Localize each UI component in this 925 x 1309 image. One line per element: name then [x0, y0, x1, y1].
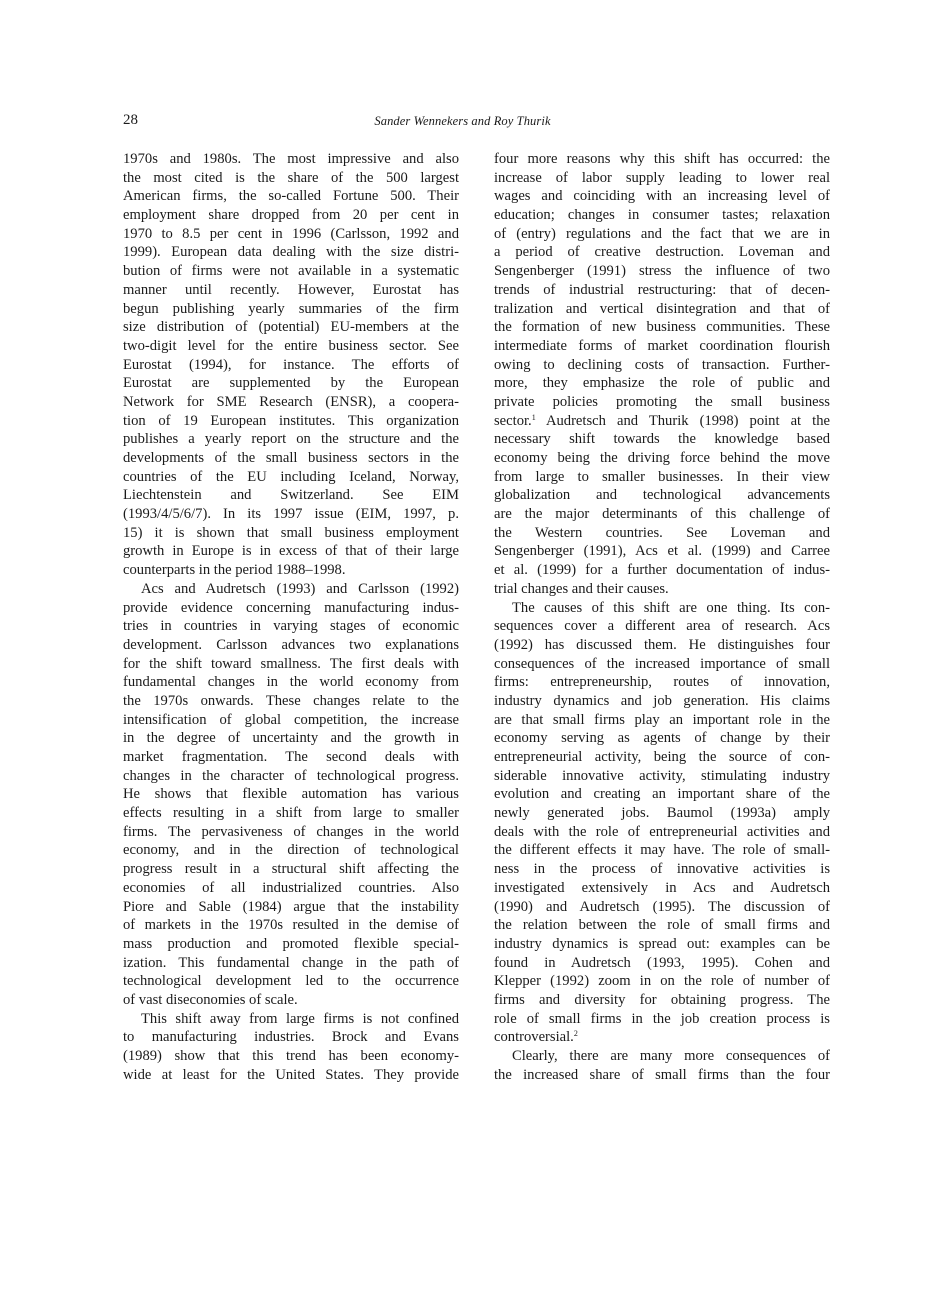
text-line: Sengenberger (1991) stress the influence of two	[494, 263, 830, 280]
text-line: the 1970s onwards. These changes relate to the	[123, 692, 459, 709]
text-line: industry dynamics and job generation. His claims	[494, 692, 830, 709]
text-line: private policies promoting the small business	[494, 393, 830, 410]
text-line: This shift away from large firms is not confined	[141, 1010, 459, 1027]
text-line: the Western countries. See Loveman and	[494, 524, 830, 541]
text-line: (1993/4/5/6/7). In its 1997 issue (EIM, 1997, p.	[123, 506, 459, 523]
text-line: of vast diseconomies of scale.	[123, 991, 298, 1008]
text-line: deals with the role of entrepreneurial activities and	[494, 823, 830, 840]
footnote-marker[interactable]: 1	[531, 412, 536, 422]
text-line: to manufacturing industries. Brock and Evans	[123, 1029, 459, 1046]
text-line: the relation between the role of small firms and	[494, 917, 830, 934]
text-line: manner until recently. However, Eurostat has	[123, 281, 459, 298]
text-line	[494, 1028, 830, 1047]
text-line: Eurostat are supplemented by the European	[123, 375, 459, 392]
text-line: education; changes in consumer tastes; relaxation	[494, 207, 830, 224]
text-segment: sector.	[494, 412, 532, 429]
text-line: sequences cover a different area of research. Acs	[494, 618, 830, 635]
text-line: market fragmentation. The second deals with	[123, 749, 459, 765]
text-line: Eurostat (1994), for instance. The efforts of	[123, 356, 459, 373]
text-line: employment share dropped from 20 per cent in	[123, 207, 459, 224]
text-line: developments of the small business sectors in the	[123, 450, 459, 466]
text-line: consequences of the increased importance of small	[494, 655, 830, 672]
text-line: tion of 19 European institutes. This organization	[123, 412, 459, 429]
text-line: changes in the character of technological progress.	[123, 767, 459, 784]
text-line: (1989) show that this trend has been economy-	[123, 1048, 459, 1064]
text-line: four more reasons why this shift has occurred: the	[494, 151, 830, 167]
text-line: a period of creative destruction. Loveman and	[494, 244, 830, 261]
page-number: 28	[123, 112, 138, 128]
text-line: industry dynamics is spread out: examples can be	[494, 935, 830, 952]
text-line: American firms, the so-called Fortune 500. Their	[123, 188, 459, 205]
text-line: necessary shift towards the knowledge based	[494, 431, 830, 448]
text-line: investigated extensively in Acs and Audretsch	[494, 879, 830, 896]
text-line: Liechtenstein and Switzerland. See EIM	[123, 487, 459, 504]
body-column-right	[494, 150, 830, 1084]
text-line: firms and diversity for obtaining progress. The	[494, 991, 830, 1008]
text-line: are that small firms play an important role in the	[494, 711, 830, 728]
text-line: intermediate forms of market coordination flourish	[494, 337, 830, 354]
text-line: economy serving as agents of change by their	[494, 730, 830, 747]
text-line: provide evidence concerning manufacturing indus-	[123, 599, 459, 616]
text-line: size distribution of (potential) EU-members at the	[123, 319, 459, 336]
text-line: Sengenberger (1991), Acs et al. (1999) and Carree	[494, 543, 830, 560]
text-segment: Audretsch and Thurik (1998) point at the	[535, 412, 830, 429]
text-line: economy being the driving force behind the move	[494, 450, 830, 466]
text-line: Clearly, there are many more consequences of	[512, 1048, 830, 1064]
text-line: for the shift toward smallness. The first deals with	[123, 655, 459, 672]
text-line: evolution and creating an important share of the	[494, 786, 830, 803]
text-line: trends of industrial restructuring: that of decen-	[494, 281, 830, 298]
text-line: owing to declining costs of transaction. Further-	[494, 356, 830, 373]
text-line: The causes of this shift are one thing. Its con-	[512, 599, 830, 616]
text-line: from large to smaller businesses. In their view	[494, 468, 830, 485]
text-line: wages and coinciding with an increasing level of	[494, 188, 830, 205]
text-line: economy, and in the direction of technological	[123, 842, 459, 859]
running-head-authors: Sander Wennekers and Roy Thurik	[374, 114, 551, 128]
text-line: globalization and technological advancements	[494, 487, 830, 504]
text-line: are the major determinants of this challenge of	[494, 506, 830, 523]
text-line: technological development led to the occurrence	[123, 973, 459, 990]
text-line: in the degree of uncertainty and the growth in	[123, 730, 459, 747]
text-line: progress result in a structural shift affecting the	[123, 861, 459, 878]
text-line: economies of all industrialized countries. Also	[123, 879, 459, 896]
text-line: et al. (1999) for a further documentation of indus-	[494, 562, 830, 579]
text-line: growth in Europe is in excess of that of their large	[123, 543, 459, 560]
text-line: 1970 to 8.5 per cent in 1996 (Carlsson, 1992 and	[123, 225, 459, 242]
text-line: intensification of global competition, the increase	[123, 711, 459, 728]
text-line: 1999). European data dealing with the size distri-	[123, 244, 459, 261]
text-line: publishes a yearly report on the structure and the	[123, 431, 459, 448]
footnote-marker[interactable]: 2	[573, 1029, 578, 1039]
text-line: development. Carlsson advances two explanations	[123, 636, 459, 653]
text-line: siderable innovative activity, stimulating industry	[494, 767, 830, 784]
text-line: of markets in the 1970s resulted in the demise of	[123, 917, 459, 934]
text-line: tralization and vertical disintegration and that of	[494, 300, 830, 317]
text-line: effects resulting in a shift from large to smaller	[123, 805, 459, 822]
text-line: Piore and Sable (1984) argue that the instability	[123, 898, 459, 915]
text-line: role of small firms in the job creation process is	[494, 1010, 830, 1027]
text-line: newly generated jobs. Baumol (1993a) amply	[494, 805, 830, 822]
text-line: 1970s and 1980s. The most impressive and also	[123, 151, 459, 167]
text-line: entrepreneurial activity, being the source of con-	[494, 749, 830, 765]
text-line: firms. The pervasiveness of changes in the world	[123, 823, 459, 840]
text-line: bution of firms were not available in a systematic	[123, 263, 459, 280]
text-line: tries in countries in varying stages of economic	[123, 618, 459, 635]
text-line: He shows that flexible automation has various	[123, 786, 459, 803]
text-line: fundamental changes in the world economy from	[123, 674, 459, 691]
text-line: more, they emphasize the role of public and	[494, 375, 830, 392]
text-line: mass production and promoted flexible special-	[123, 935, 459, 952]
text-line: wide at least for the United States. They provide	[123, 1066, 459, 1083]
text-line: the different effects it may have. The role of small-	[494, 842, 830, 859]
text-segment: controversial.	[494, 1029, 574, 1046]
text-line: found in Audretsch (1993, 1995). Cohen and	[494, 954, 830, 971]
text-line: the most cited is the share of the 500 largest	[123, 169, 459, 186]
text-line: the formation of new business communities. These	[494, 319, 830, 336]
text-line: trial changes and their causes.	[494, 580, 669, 597]
text-line: counterparts in the period 1988–1998.	[123, 562, 346, 579]
text-line: of (entry) regulations and the fact that we are in	[494, 225, 830, 242]
text-line	[494, 412, 830, 431]
text-line: Network for SME Research (ENSR), a coopera-	[123, 393, 459, 410]
text-line: two-digit level for the entire business sector. See	[123, 337, 459, 354]
text-line: Klepper (1992) zoom in on the role of number of	[494, 973, 830, 990]
text-line: firms: entrepreneurship, routes of innovation,	[494, 674, 830, 691]
text-line: Acs and Audretsch (1993) and Carlsson (1992)	[141, 580, 459, 597]
text-line: begun publishing yearly summaries of the firm	[123, 300, 459, 317]
text-line: increase of labor supply leading to lower real	[494, 169, 830, 186]
text-line: the increased share of small firms than the four	[494, 1066, 830, 1083]
text-line: (1990) and Audretsch (1995). The discussion of	[494, 898, 830, 915]
text-line: countries of the EU including Iceland, Norway,	[123, 468, 459, 485]
text-line: ization. This fundamental change in the path of	[123, 954, 459, 971]
text-line: 15) it is shown that small business employment	[123, 524, 459, 541]
text-line: ness in the process of innovative activities is	[494, 861, 830, 878]
body-column-left	[123, 150, 459, 1084]
text-line: (1992) has discussed them. He distinguishes four	[494, 636, 830, 653]
